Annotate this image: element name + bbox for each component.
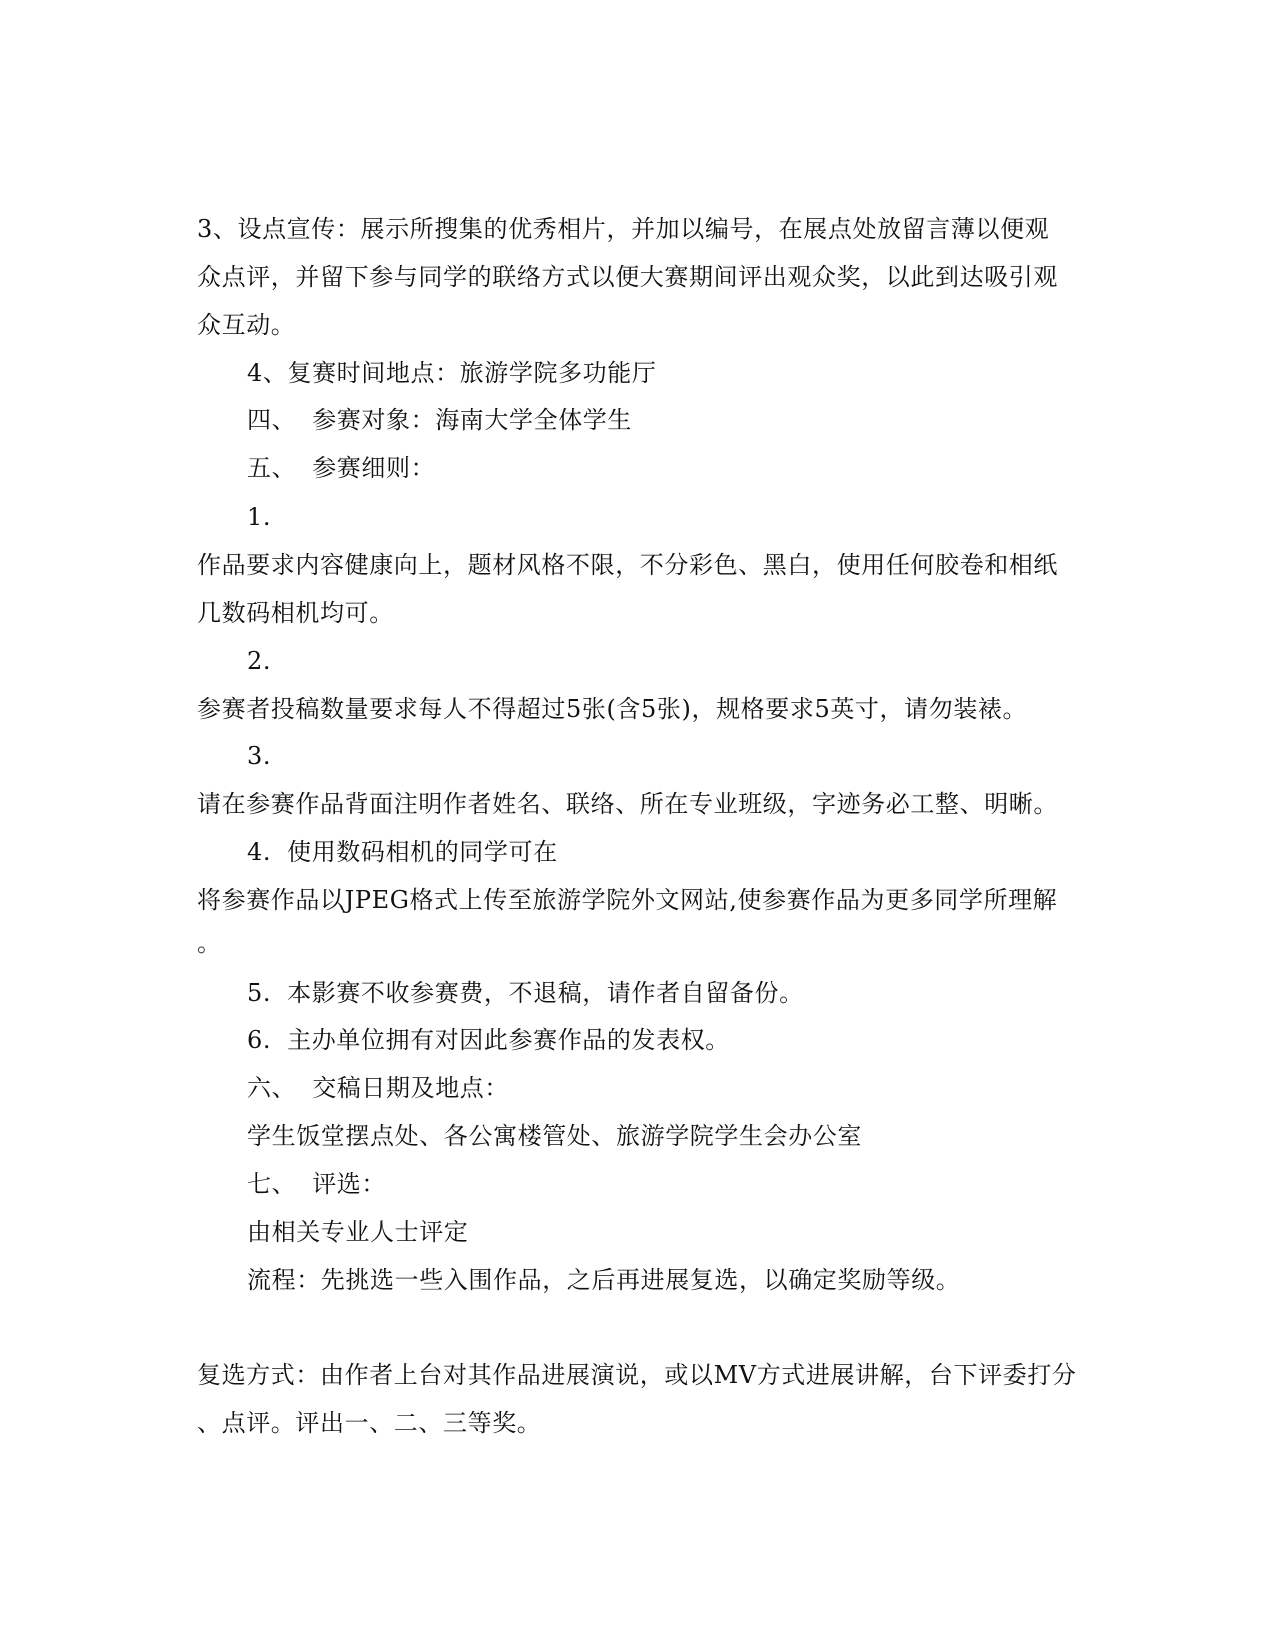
rule-2-number: 2. bbox=[247, 647, 272, 675]
section-four-label: 四、 bbox=[247, 406, 297, 434]
section-six-line bbox=[247, 1073, 509, 1103]
publicity-line-3: 众互动。 bbox=[197, 311, 296, 339]
final-method-line-1: 复选方式：由作者上台对其作品进展演说，或以MV方式进展讲解，台下评委打分 bbox=[197, 1361, 1077, 1389]
section-five-text: 参赛细则： bbox=[312, 454, 436, 482]
rule-1-line-2: 几数码相机均可。 bbox=[197, 599, 394, 627]
section-five-line bbox=[247, 453, 435, 483]
section-four-text: 参赛对象：海南大学全体学生 bbox=[312, 406, 633, 434]
rule-2-line-1: 参赛者投稿数量要求每人不得超过5张(含5张)，规格要求5英寸，请勿装裱。 bbox=[197, 695, 1028, 723]
rule-6-number: 6. bbox=[247, 1026, 272, 1054]
rule-5-number: 5. bbox=[247, 979, 272, 1007]
rule-5-text: 本影赛不收参赛费，不退稿，请作者自留备份。 bbox=[287, 979, 804, 1007]
section-six-label: 六、 bbox=[247, 1074, 297, 1102]
rule-4-number: 4. bbox=[247, 838, 272, 866]
judging-line: 由相关专业人士评定 bbox=[247, 1218, 469, 1246]
rule-5-line bbox=[247, 978, 804, 1008]
rule-4-line-2: 。 bbox=[197, 929, 222, 957]
section-four-line bbox=[247, 405, 632, 435]
rule-6-line bbox=[247, 1025, 730, 1055]
section-five-label: 五、 bbox=[247, 454, 297, 482]
rule-4-line-1: 将参赛作品以JPEG格式上传至旅游学院外文网站,使参赛作品为更多同学所理解 bbox=[197, 886, 1058, 914]
publicity-line-1: 3、设点宣传：展示所搜集的优秀相片，并加以编号，在展点处放留言薄以便观 bbox=[197, 215, 1050, 243]
rule-1-line-1: 作品要求内容健康向上，题材风格不限，不分彩色、黑白，使用任何胶卷和相纸 bbox=[197, 551, 1058, 579]
rule-3-number: 3. bbox=[247, 742, 272, 770]
publicity-line-2: 众点评，并留下参与同学的联络方式以便大赛期间评出观众奖，以此到达吸引观 bbox=[197, 263, 1058, 291]
rule-4-line bbox=[247, 837, 558, 867]
rematch-venue-line: 4、复赛时间地点：旅游学院多功能厅 bbox=[247, 359, 657, 387]
rule-6-text: 主办单位拥有对因此参赛作品的发表权。 bbox=[287, 1026, 730, 1054]
section-seven-text: 评选： bbox=[312, 1170, 387, 1198]
final-method-line-2: 、点评。评出一、二、三等奖。 bbox=[197, 1409, 542, 1437]
submission-places-line: 学生饭堂摆点处、各公寓楼管处、旅游学院学生会办公室 bbox=[247, 1122, 862, 1150]
rule-1-number: 1. bbox=[247, 503, 272, 531]
rule-4-text: 使用数码相机的同学可在 bbox=[287, 838, 558, 866]
section-six-text: 交稿日期及地点： bbox=[312, 1074, 510, 1102]
process-line: 流程：先挑选一些入围作品，之后再进展复选，以确定奖励等级。 bbox=[247, 1266, 961, 1294]
section-seven-line bbox=[247, 1169, 386, 1199]
rule-3-line-1: 请在参赛作品背面注明作者姓名、联络、所在专业班级，字迹务必工整、明晰。 bbox=[197, 790, 1058, 818]
section-seven-label: 七、 bbox=[247, 1170, 297, 1198]
